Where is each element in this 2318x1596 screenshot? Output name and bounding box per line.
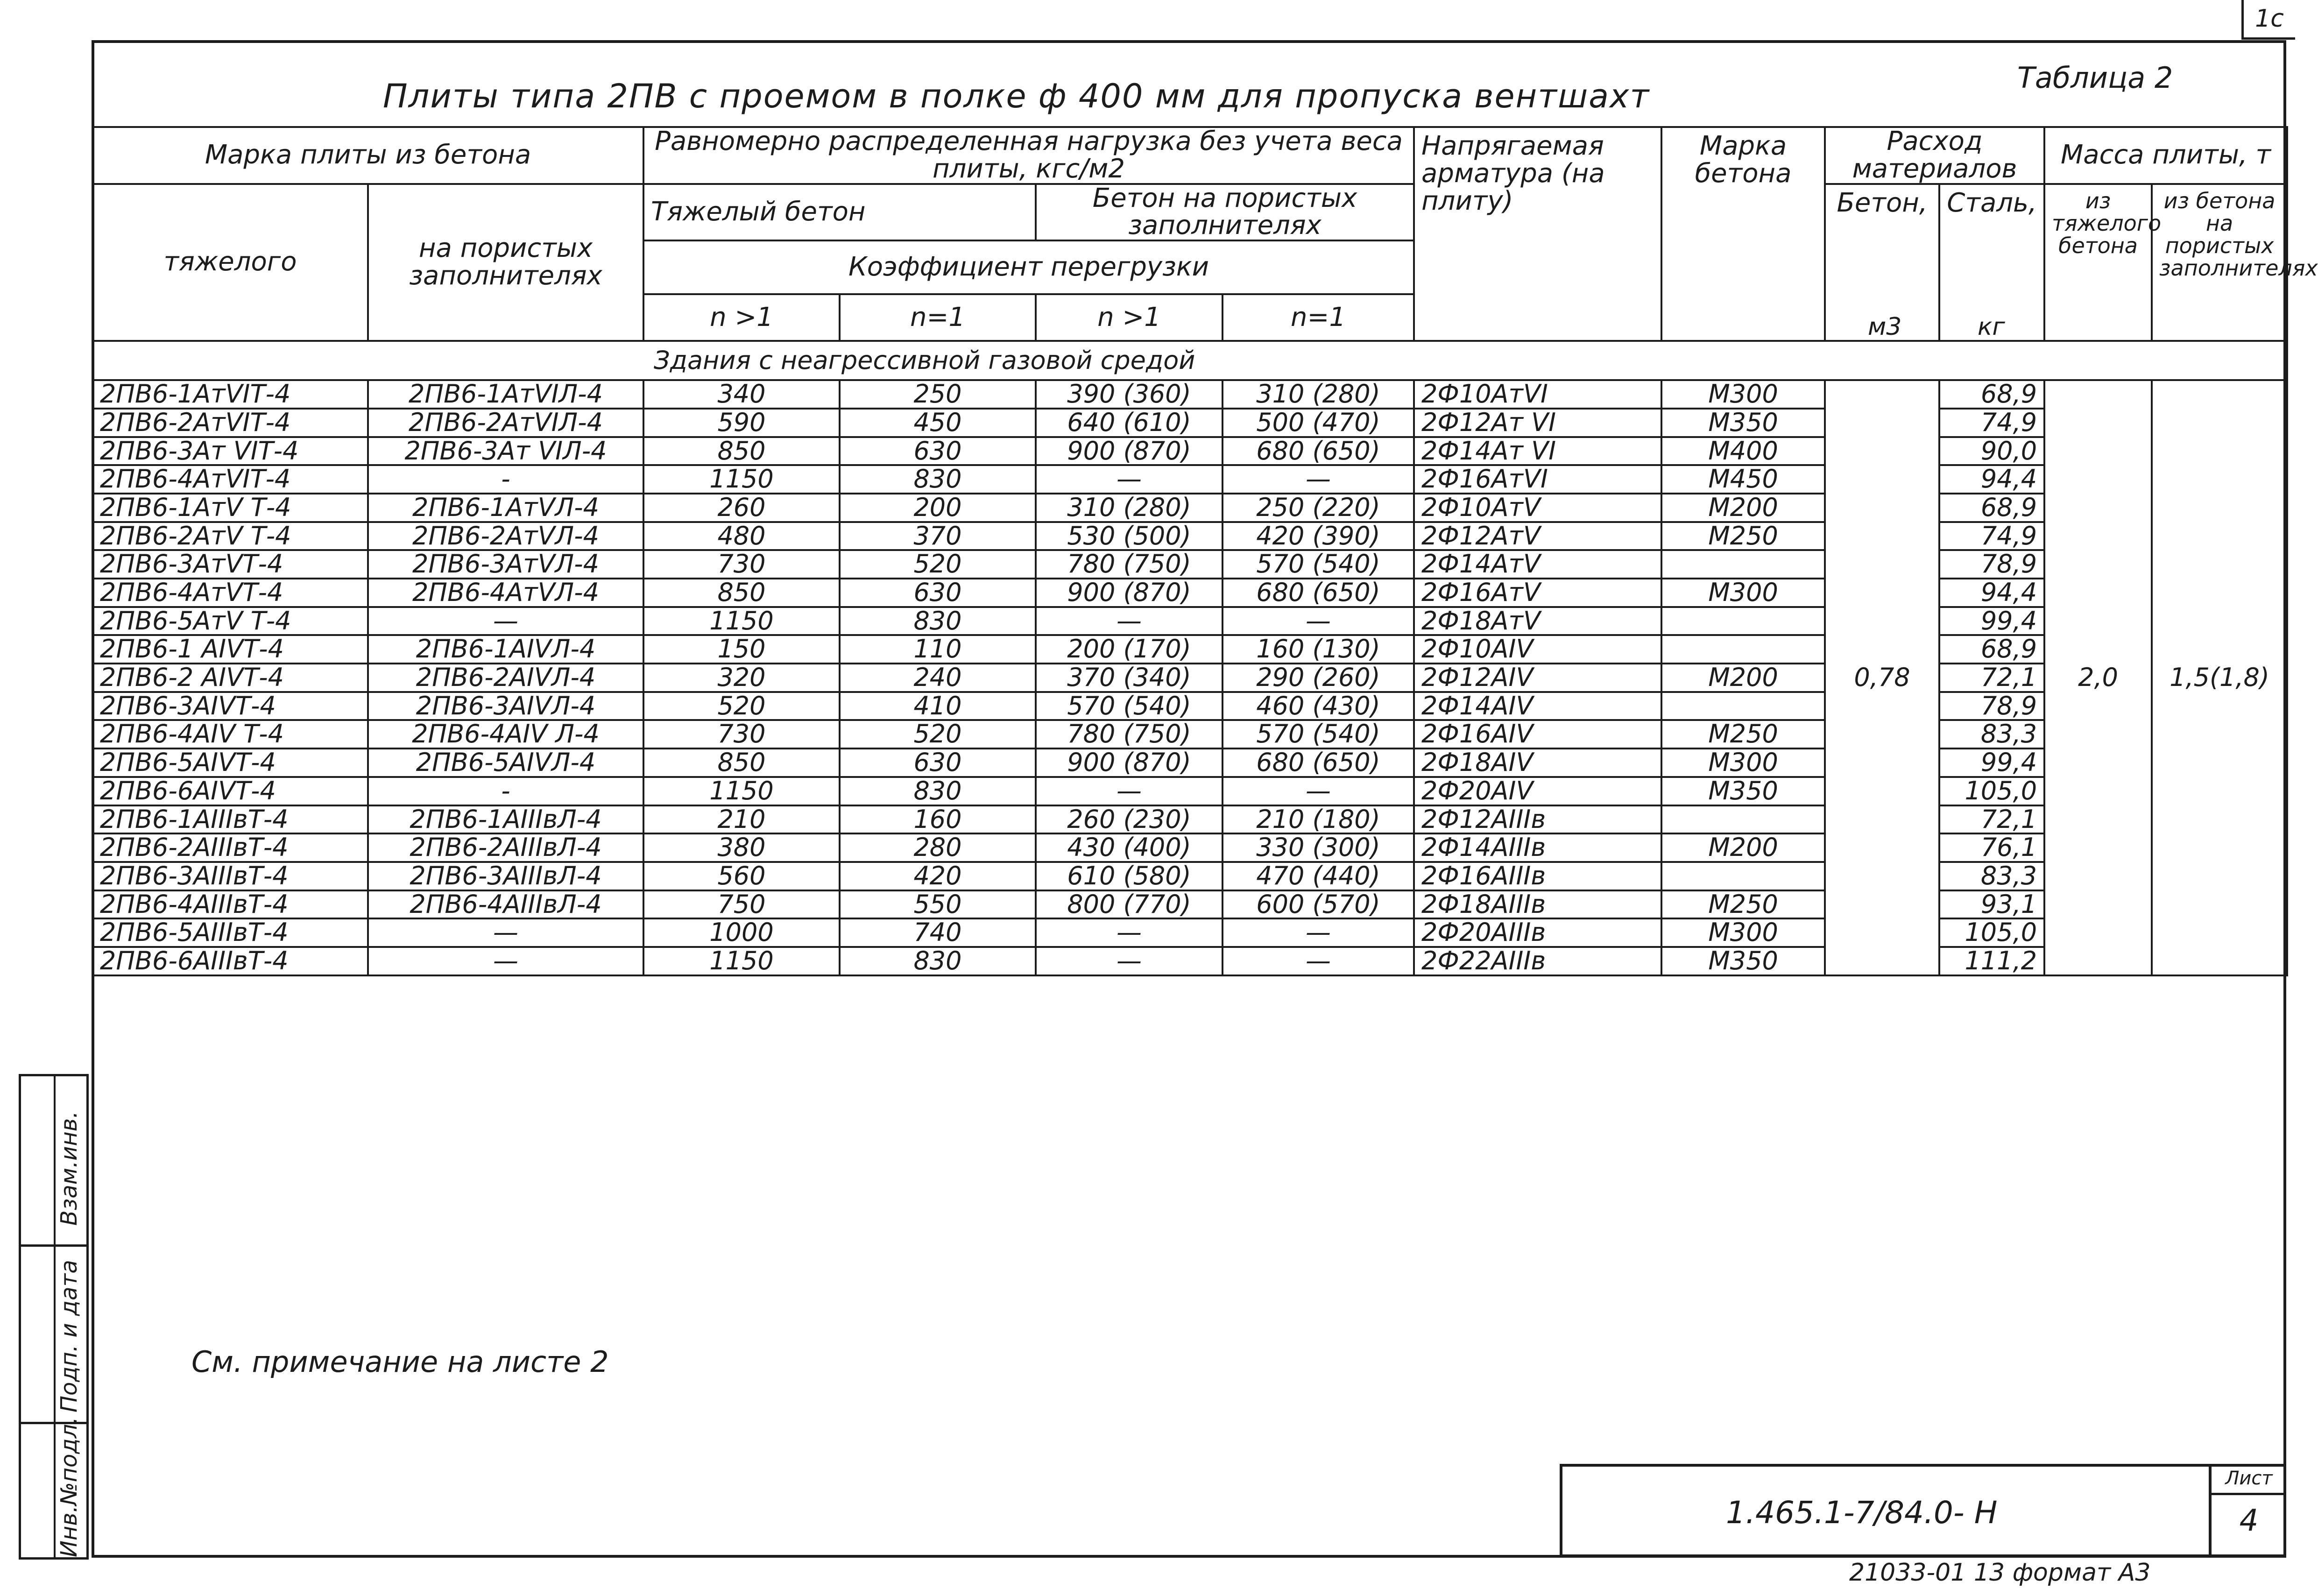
cell-steel: 76,1 [1939, 833, 2044, 862]
cell-steel: 83,3 [1939, 862, 2044, 890]
section-title: Здания с неагрессивной газовой средой [92, 341, 2287, 380]
cell-mass-heavy: 2,0 [2044, 380, 2152, 975]
cell-porous-load-n-eq: 470 (440) [1223, 862, 1414, 890]
cell-steel: 105,0 [1939, 777, 2044, 805]
cell-porous-load-n-eq: 600 (570) [1223, 890, 1414, 919]
cell-porous-load-n-gt: 640 (610) [1036, 409, 1223, 437]
cell-heavy-load-n-gt: 340 [643, 380, 840, 409]
cell-porous-load-n-eq: 570 (540) [1223, 720, 1414, 749]
side-stamp-sign-date: Подп. и дата [56, 1260, 82, 1412]
cell-porous-load-n-gt: 370 (340) [1036, 664, 1223, 692]
cell-rebar: 2Ф16АIIIв [1414, 862, 1661, 890]
cell-rebar: 2Ф12Ат VI [1414, 409, 1661, 437]
cell-porous-load-n-eq: 420 (390) [1223, 522, 1414, 551]
side-stamp-replace: Взам.инв. [56, 1111, 82, 1226]
cell-concrete-volume: 0,78 [1825, 380, 1939, 975]
header-heavy: тяжелого [92, 184, 368, 341]
cell-porous-mark: 2ПВ6-3Ат VIЛ-4 [368, 437, 643, 466]
cell-heavy-load-n-gt: 1150 [643, 465, 840, 494]
cell-rebar: 2Ф18АIIIв [1414, 890, 1661, 919]
cell-heavy-mark: 2ПВ6-3АIIIвТ-4 [92, 862, 368, 890]
cell-porous-mark: 2ПВ6-1АтVЛ-4 [368, 494, 643, 522]
cell-concrete-mark [1661, 692, 1825, 720]
side-stamp [19, 1074, 89, 1560]
cell-porous-load-n-gt: — [1036, 607, 1223, 636]
sheet-number: 4 [2239, 1504, 2259, 1538]
cell-heavy-load-n-gt: 150 [643, 635, 840, 664]
cell-rebar: 2Ф14АIIIв [1414, 833, 1661, 862]
cell-steel: 68,9 [1939, 380, 2044, 409]
cell-concrete-mark: М350 [1661, 947, 1825, 975]
cell-heavy-load-n-eq: 630 [840, 437, 1036, 466]
cell-heavy-load-n-eq: 160 [840, 805, 1036, 834]
cell-porous-mark: 2ПВ6-3АIIIвЛ-4 [368, 862, 643, 890]
table-row [92, 805, 2287, 834]
cell-steel: 93,1 [1939, 890, 2044, 919]
header-consumption: Расход материалов [1825, 127, 2044, 184]
cell-steel: 105,0 [1939, 918, 2044, 947]
cell-porous-mark: 2ПВ6-1АIVЛ-4 [368, 635, 643, 664]
table-row [92, 890, 2287, 919]
cell-heavy-load-n-eq: 420 [840, 862, 1036, 890]
cell-rebar: 2Ф18АтV [1414, 607, 1661, 636]
side-stamp-inv: Инв.№подл. [56, 1417, 82, 1557]
cell-concrete-mark [1661, 635, 1825, 664]
cell-steel: 68,9 [1939, 635, 2044, 664]
cell-steel: 74,9 [1939, 522, 2044, 551]
cell-porous-load-n-eq: 680 (650) [1223, 749, 1414, 777]
cell-heavy-load-n-eq: 740 [840, 918, 1036, 947]
cell-concrete-mark [1661, 805, 1825, 834]
header-heavy-n-eq: n=1 [840, 294, 1036, 341]
cell-porous-load-n-gt: 390 (360) [1036, 380, 1223, 409]
cell-heavy-mark: 2ПВ6-3АтVТ-4 [92, 550, 368, 579]
cell-porous-load-n-eq: 310 (280) [1223, 380, 1414, 409]
cell-heavy-load-n-gt: 1150 [643, 947, 840, 975]
cell-rebar: 2Ф16АтV [1414, 579, 1661, 607]
table-row [92, 720, 2287, 749]
cell-heavy-load-n-eq: 520 [840, 550, 1036, 579]
cell-heavy-mark: 2ПВ6-1 АIVТ-4 [92, 635, 368, 664]
cell-porous-load-n-gt: 200 (170) [1036, 635, 1223, 664]
cell-concrete-mark: М250 [1661, 720, 1825, 749]
corner-mark: 1c [2241, 0, 2295, 40]
header-porous: на пористых заполнителях [368, 184, 643, 341]
cell-steel: 74,9 [1939, 409, 2044, 437]
cell-concrete-mark: М450 [1661, 465, 1825, 494]
cell-rebar: 2Ф16АIV [1414, 720, 1661, 749]
cell-porous-mark: 2ПВ6-5АIVЛ-4 [368, 749, 643, 777]
cell-heavy-mark: 2ПВ6-2АIIIвТ-4 [92, 833, 368, 862]
cell-heavy-mark: 2ПВ6-1АIIIвТ-4 [92, 805, 368, 834]
header-concrete-mark: Марка бетона [1661, 127, 1825, 341]
cell-porous-load-n-gt: 900 (870) [1036, 579, 1223, 607]
bottom-stamp-text: 21033-01 13 формат А3 [1849, 1559, 2151, 1587]
table-row [92, 692, 2287, 720]
header-mass-heavy: из тяжелого бетона [2044, 184, 2152, 341]
cell-porous-load-n-gt: 610 (580) [1036, 862, 1223, 890]
cell-porous-load-n-eq: 680 (650) [1223, 437, 1414, 466]
cell-rebar: 2Ф12АтV [1414, 522, 1661, 551]
cell-steel: 72,1 [1939, 664, 2044, 692]
cell-heavy-load-n-gt: 260 [643, 494, 840, 522]
cell-heavy-load-n-gt: 1150 [643, 607, 840, 636]
cell-heavy-mark: 2ПВ6-2АтVIТ-4 [92, 409, 368, 437]
cell-heavy-load-n-eq: 250 [840, 380, 1036, 409]
cell-porous-load-n-gt: — [1036, 777, 1223, 805]
cell-heavy-load-n-eq: 520 [840, 720, 1036, 749]
cell-rebar: 2Ф10АтVI [1414, 380, 1661, 409]
cell-porous-mark: — [368, 918, 643, 947]
cell-porous-mark: 2ПВ6-2АIVЛ-4 [368, 664, 643, 692]
table-row [92, 918, 2287, 947]
cell-heavy-mark: 2ПВ6-4АтVIТ-4 [92, 465, 368, 494]
cell-heavy-mark: 2ПВ6-3Ат VIТ-4 [92, 437, 368, 466]
cell-heavy-load-n-eq: 830 [840, 777, 1036, 805]
cell-concrete-mark: М300 [1661, 380, 1825, 409]
cell-heavy-load-n-eq: 830 [840, 947, 1036, 975]
table-row [92, 465, 2287, 494]
header-porous-concrete: Бетон на пористых заполнителях [1036, 184, 1414, 241]
table-row [92, 664, 2287, 692]
table-row [92, 833, 2287, 862]
cell-heavy-load-n-gt: 730 [643, 550, 840, 579]
cell-rebar: 2Ф12АIIIв [1414, 805, 1661, 834]
cell-porous-mark: 2ПВ6-1АтVIЛ-4 [368, 380, 643, 409]
cell-steel: 83,3 [1939, 720, 2044, 749]
cell-heavy-mark: 2ПВ6-1АтVIТ-4 [92, 380, 368, 409]
cell-porous-load-n-gt: 900 (870) [1036, 437, 1223, 466]
cell-concrete-mark: М200 [1661, 664, 1825, 692]
cell-heavy-mark: 2ПВ6-6АIVТ-4 [92, 777, 368, 805]
cell-heavy-load-n-eq: 630 [840, 749, 1036, 777]
cell-heavy-load-n-eq: 830 [840, 465, 1036, 494]
cell-concrete-mark: М350 [1661, 777, 1825, 805]
cell-heavy-load-n-gt: 560 [643, 862, 840, 890]
cell-heavy-load-n-eq: 630 [840, 579, 1036, 607]
cell-porous-load-n-gt: 780 (750) [1036, 720, 1223, 749]
cell-steel: 99,4 [1939, 607, 2044, 636]
cell-porous-load-n-eq: — [1223, 777, 1414, 805]
cell-porous-mark: 2ПВ6-2АтVЛ-4 [368, 522, 643, 551]
table-title: Плиты типа 2ПВ с проемом в полке ф 400 мм для пропуска вентшахт [383, 77, 1650, 115]
header-mass: Масса плиты, т [2044, 127, 2287, 184]
cell-concrete-mark [1661, 607, 1825, 636]
cell-porous-load-n-eq: 160 (130) [1223, 635, 1414, 664]
header-load: Равномерно распределенная нагрузка без учета веса плиты, кгс/м2 [643, 127, 1414, 184]
cell-steel: 90,0 [1939, 437, 2044, 466]
cell-porous-load-n-gt: 430 (400) [1036, 833, 1223, 862]
plates-table [92, 126, 2318, 976]
cell-porous-load-n-eq: 290 (260) [1223, 664, 1414, 692]
cell-porous-load-n-gt: 570 (540) [1036, 692, 1223, 720]
cell-heavy-mark: 2ПВ6-5АIVТ-4 [92, 749, 368, 777]
cell-rebar: 2Ф10АтV [1414, 494, 1661, 522]
header-rebar: Напрягаемая арматура (на плиту) [1414, 127, 1661, 341]
cell-heavy-load-n-gt: 520 [643, 692, 840, 720]
cell-porous-mark: — [368, 607, 643, 636]
cell-concrete-mark: М200 [1661, 833, 1825, 862]
cell-porous-load-n-eq: 330 (300) [1223, 833, 1414, 862]
cell-heavy-load-n-gt: 730 [643, 720, 840, 749]
cell-heavy-load-n-gt: 210 [643, 805, 840, 834]
document-code: 1.465.1-7/84.0- Н [1726, 1495, 1998, 1531]
cell-porous-mark: 2ПВ6-3АIVЛ-4 [368, 692, 643, 720]
cell-porous-load-n-eq: 210 (180) [1223, 805, 1414, 834]
cell-heavy-load-n-eq: 370 [840, 522, 1036, 551]
cell-porous-load-n-eq: 680 (650) [1223, 579, 1414, 607]
cell-heavy-mark: 2ПВ6-2 АIVТ-4 [92, 664, 368, 692]
header-mass-porous: из бетона на пористых заполнителях [2152, 184, 2287, 341]
cell-porous-load-n-gt: 530 (500) [1036, 522, 1223, 551]
cell-heavy-load-n-gt: 320 [643, 664, 840, 692]
cell-porous-load-n-eq: 460 (430) [1223, 692, 1414, 720]
cell-heavy-load-n-gt: 750 [643, 890, 840, 919]
cell-steel: 78,9 [1939, 692, 2044, 720]
cell-porous-load-n-eq: — [1223, 918, 1414, 947]
cell-concrete-mark: М300 [1661, 918, 1825, 947]
cell-heavy-load-n-gt: 480 [643, 522, 840, 551]
cell-steel: 72,1 [1939, 805, 2044, 834]
cell-porous-load-n-eq: 500 (470) [1223, 409, 1414, 437]
cell-rebar: 2Ф20АIIIв [1414, 918, 1661, 947]
cell-heavy-load-n-eq: 410 [840, 692, 1036, 720]
cell-heavy-mark: 2ПВ6-5АIIIвТ-4 [92, 918, 368, 947]
cell-porous-load-n-gt: 780 (750) [1036, 550, 1223, 579]
table-row [92, 380, 2287, 409]
table-row [92, 862, 2287, 890]
cell-rebar: 2Ф14АтV [1414, 550, 1661, 579]
table-row [92, 947, 2287, 975]
cell-heavy-load-n-gt: 850 [643, 749, 840, 777]
cell-porous-mark: 2ПВ6-2АIIIвЛ-4 [368, 833, 643, 862]
cell-porous-load-n-eq: 570 (540) [1223, 550, 1414, 579]
cell-concrete-mark: М300 [1661, 579, 1825, 607]
cell-porous-load-n-gt: 900 (870) [1036, 749, 1223, 777]
cell-rebar: 2Ф14АIV [1414, 692, 1661, 720]
table-row [92, 635, 2287, 664]
unit-m3: м3 [1868, 313, 1902, 341]
cell-heavy-mark: 2ПВ6-6АIIIвТ-4 [92, 947, 368, 975]
header-coefficient: Коэффициент перегрузки [643, 240, 1414, 294]
cell-heavy-mark: 2ПВ6-2АтV Т-4 [92, 522, 368, 551]
cell-rebar: 2Ф18АIV [1414, 749, 1661, 777]
table-row [92, 437, 2287, 466]
cell-heavy-load-n-gt: 850 [643, 579, 840, 607]
header-porous-n-eq: n=1 [1223, 294, 1414, 341]
cell-porous-load-n-gt: — [1036, 465, 1223, 494]
cell-porous-mark: 2ПВ6-1АIIIвЛ-4 [368, 805, 643, 834]
cell-heavy-load-n-eq: 280 [840, 833, 1036, 862]
cell-concrete-mark: М400 [1661, 437, 1825, 466]
cell-steel: 111,2 [1939, 947, 2044, 975]
cell-heavy-mark: 2ПВ6-4АIV Т-4 [92, 720, 368, 749]
table-row [92, 522, 2287, 551]
cell-rebar: 2Ф10АIV [1414, 635, 1661, 664]
cell-porous-mark: 2ПВ6-3АтVЛ-4 [368, 550, 643, 579]
table-row [92, 579, 2287, 607]
cell-mass-porous: 1,5(1,8) [2152, 380, 2287, 975]
cell-porous-load-n-gt: 260 (230) [1036, 805, 1223, 834]
table-row [92, 777, 2287, 805]
cell-porous-mark: 2ПВ6-4АIV Л-4 [368, 720, 643, 749]
cell-heavy-load-n-gt: 1000 [643, 918, 840, 947]
table-row [92, 409, 2287, 437]
cell-porous-load-n-gt: 800 (770) [1036, 890, 1223, 919]
cell-heavy-load-n-eq: 110 [840, 635, 1036, 664]
sheet-label: Лист [2212, 1464, 2286, 1495]
sheet-box [2209, 1464, 2286, 1557]
cell-concrete-mark: М350 [1661, 409, 1825, 437]
cell-rebar: 2Ф12АIV [1414, 664, 1661, 692]
cell-porous-load-n-gt: — [1036, 918, 1223, 947]
table-row [92, 607, 2287, 636]
unit-kg: кг [1978, 313, 2005, 341]
cell-steel: 78,9 [1939, 550, 2044, 579]
cell-porous-mark: 2ПВ6-4АIIIвЛ-4 [368, 890, 643, 919]
table-label: Таблица 2 [2017, 61, 2173, 95]
cell-porous-mark: 2ПВ6-2АтVIЛ-4 [368, 409, 643, 437]
cell-porous-load-n-eq: — [1223, 607, 1414, 636]
cell-heavy-load-n-gt: 380 [643, 833, 840, 862]
cell-concrete-mark: М300 [1661, 749, 1825, 777]
header-heavy-n-gt: n >1 [643, 294, 840, 341]
cell-concrete-mark [1661, 550, 1825, 579]
table-row [92, 550, 2287, 579]
title-block [1560, 1464, 2286, 1557]
cell-heavy-load-n-gt: 590 [643, 409, 840, 437]
cell-heavy-load-n-eq: 450 [840, 409, 1036, 437]
cell-porous-mark: 2ПВ6-4АтVЛ-4 [368, 579, 643, 607]
cell-heavy-mark: 2ПВ6-5АтV Т-4 [92, 607, 368, 636]
header-heavy-concrete: Тяжелый бетон [643, 184, 1036, 241]
cell-steel: 94,4 [1939, 465, 2044, 494]
cell-heavy-load-n-eq: 830 [840, 607, 1036, 636]
header-concrete: Бетон, [1825, 184, 1939, 341]
cell-porous-load-n-eq: 250 (220) [1223, 494, 1414, 522]
note-text: См. примечание на листе 2 [191, 1345, 609, 1379]
cell-steel: 99,4 [1939, 749, 2044, 777]
cell-porous-load-n-gt: — [1036, 947, 1223, 975]
cell-concrete-mark: М250 [1661, 890, 1825, 919]
cell-heavy-load-n-gt: 850 [643, 437, 840, 466]
cell-heavy-load-n-eq: 550 [840, 890, 1036, 919]
cell-porous-mark: - [368, 465, 643, 494]
cell-heavy-mark: 2ПВ6-1АтV Т-4 [92, 494, 368, 522]
header-steel: Сталь, [1939, 184, 2044, 341]
cell-rebar: 2Ф20АIV [1414, 777, 1661, 805]
cell-steel: 68,9 [1939, 494, 2044, 522]
cell-rebar: 2Ф16АтVI [1414, 465, 1661, 494]
cell-rebar: 2Ф14Ат VI [1414, 437, 1661, 466]
cell-heavy-mark: 2ПВ6-4АтVТ-4 [92, 579, 368, 607]
cell-porous-mark: - [368, 777, 643, 805]
header-porous-n-gt: n >1 [1036, 294, 1223, 341]
cell-heavy-load-n-eq: 200 [840, 494, 1036, 522]
cell-concrete-mark: М250 [1661, 522, 1825, 551]
cell-heavy-mark: 2ПВ6-4АIIIвТ-4 [92, 890, 368, 919]
cell-heavy-load-n-eq: 240 [840, 664, 1036, 692]
cell-rebar: 2Ф22АIIIв [1414, 947, 1661, 975]
table-row [92, 749, 2287, 777]
cell-porous-load-n-eq: — [1223, 947, 1414, 975]
cell-porous-load-n-eq: — [1223, 465, 1414, 494]
cell-heavy-load-n-gt: 1150 [643, 777, 840, 805]
cell-concrete-mark: М200 [1661, 494, 1825, 522]
cell-steel: 94,4 [1939, 579, 2044, 607]
cell-porous-load-n-gt: 310 (280) [1036, 494, 1223, 522]
cell-concrete-mark [1661, 862, 1825, 890]
cell-porous-mark: — [368, 947, 643, 975]
table-row [92, 494, 2287, 522]
header-plate-mark: Марка плиты из бетона [92, 127, 643, 184]
cell-heavy-mark: 2ПВ6-3АIVТ-4 [92, 692, 368, 720]
